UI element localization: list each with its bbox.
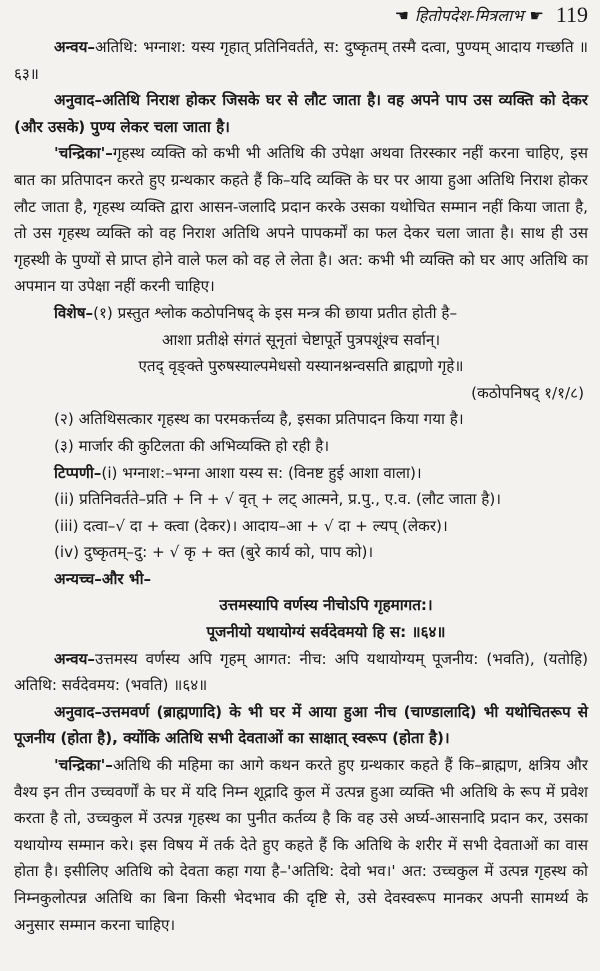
- vishesh-point-3: (३) मार्जार की कुटिलता की अभिव्यक्ति हो रही है।: [54, 436, 330, 455]
- pointing-hand-right-icon: ☛: [529, 5, 544, 25]
- vishesh-point-2: (२) अतिथिसत्कार गृहस्थ का परमकर्त्तव्य है, इसका प्रतिपादन किया गया है।: [54, 410, 464, 429]
- anuvad-label: अनुवाद–: [54, 91, 103, 110]
- anvaya-63: [14, 34, 588, 87]
- anvaya-text: अतिथि: भग्नाश: यस्य गृहात् प्रतिनिवर्तते, स: दुष्कृतम् तस्मै दत्वा, पुण्यम् आदाय गच्छति ॥६३॥: [14, 38, 588, 83]
- vishesh-text: (१) प्रस्तुत श्लोक कठोपनिषद् के इस मन्त्र की छाया प्रतीत होती है–: [93, 303, 458, 322]
- tippani-text: (i) भग्नाश:–भग्ना आशा यस्य स: (विनष्ट हुई आशा वाला)।: [101, 463, 422, 482]
- anvaya-text: उत्तमस्य वर्णस्य अपि गृहम् आगत: नीच: अपि यथायोग्यम् पूजनीय: (भवति), (यतोहि) अतिथि: सर्वदेवमय: (भवति) ॥६४॥: [14, 649, 588, 695]
- citation: (कठोपनिषद् १/१/८): [471, 383, 584, 402]
- katha-verse-line-2: एतद् वृङ्क्ते पुरुषस्याल्पमेधसो यस्यानश्नन्वसति ब्राह्मणो गृहे॥: [138, 357, 464, 376]
- anuvad-text: उत्तमवर्ण (ब्राह्मणादि) के भी घर में आया हुआ नीच (चाण्डालादि) भी यथोचितरूप से पूजनीय (होता है), क्योंकि अतिथि सभी देवताओं का साक्षात् स्वरूप (होता है)।: [14, 702, 588, 748]
- anuvad-64: [14, 699, 588, 752]
- tippani-item-2: (ii) प्रतिनिवर्तते–प्रति + नि + √ वृत् + लट् आत्मने, प्र.पु., ए.व. (लौट जाता है)।: [54, 490, 502, 509]
- anvaya-label: अन्वय–: [54, 38, 95, 56]
- chandrika-text: अतिथि की महिमा का आगे कथन करते हुए ग्रन्थकार कहते हैं कि–ब्राह्मण, क्षत्रिय और वैश्य इन तीन उच्चवर्णों के घर में यदि निम्न शूद्रादि कुल में उत्पन्न हुआ व्यक्ति भी अतिथि के रूप में प्रवेश करता है तो, उच्चकुल में उत्पन्न गृहस्थ का पुनीत कर्तव्य है कि वह उसे अर्घ्य-आसनादि प्रदान कर, उसका यथायोग्य सम्मान करे। इस विषय में तर्क देते हुए कहते हैं कि अतिथि के शरीर में सभी देवताओं का वास होता है। इसीलिए अतिथि को देवता कहा गया है–'अतिथि: देवो भव।' अत: उच्चकुल में उत्पन्न गृहस्थ को निम्नकुलोत्पन्न अतिथि का बिना किसी भेदभाव की दृष्टि से, उसे देवस्वरूप मानकर अपनी सामर्थ्य के अनुसार सम्मान करना चाहिए।: [14, 756, 588, 934]
- anuvad-63: [14, 87, 588, 140]
- page-body: [14, 34, 588, 938]
- tippani-item-4: (iv) दुष्कृतम्–दु: + √ कृ + क्त (बुरे कार्य को, पाप को)।: [54, 543, 374, 562]
- katha-verse-line-1: आशा प्रतीक्षे संगतं सूनृतां चेष्टापूर्ते पुत्रपशूंश्च सर्वान्।: [161, 330, 441, 349]
- verse-64-line-2: पूजनीयो यथायोग्यं सर्वदेवमयो हि स: ॥६४॥: [206, 623, 446, 642]
- vishesh-label: विशेष–: [54, 303, 94, 322]
- pointing-hand-left-icon: ☚: [394, 5, 409, 25]
- anuvad-label: अनुवाद–: [54, 702, 103, 721]
- anvaya-64: [14, 646, 588, 699]
- tippani-label: टिप्पणी–: [54, 463, 102, 482]
- chandrika-63: [14, 140, 588, 300]
- tippani-item-1: [14, 460, 588, 487]
- tippani-item-3: (iii) दत्वा–√ दा + क्त्वा (देकर)। आदाय–आ + √ दा + ल्यप् (लेकर)।: [54, 516, 448, 535]
- chandrika-label: 'चन्द्रिका'–: [54, 756, 113, 775]
- chandrika-64: [14, 752, 588, 938]
- anuvad-text: अतिथि निराश होकर जिसके घर से लौट जाता है। वह अपने पाप उस व्यक्ति को देकर (और उसके) पुण्य लेकर चला जाता है।: [14, 91, 588, 136]
- chandrika-text: गृहस्थ व्यक्ति को कभी भी अतिथि की उपेक्षा अथवा तिरस्कार नहीं करना चाहिए, इस बात का प्रतिपादन करते हुए ग्रन्थकार कहते हैं कि–यदि व्यक्ति के घर पर आया हुआ अतिथि निराश होकर लौट जाता है, गृहस्थ व्यक्ति द्वारा आसन-जलादि प्रदान करके उसका यथोचित सम्मान नहीं किया जाता है, तो उस गृहस्थ व्यक्ति को वह निराश अतिथि अपने पापकर्मों का फल देकर चला जाता है। साथ ही उस गृहस्थी के पुण्यों से प्राप्त होने वाले फल को वह ले लेता है। अत: कभी भी व्यक्ति को घर आए अतिथि का अपमान या उपेक्षा नहीं करनी चाहिए।: [14, 144, 588, 296]
- anyachcha-heading: अन्यच्च–और भी–: [54, 569, 152, 588]
- chandrika-label: 'चन्द्रिका'–: [54, 144, 113, 163]
- vishesh-point-1: [14, 300, 588, 327]
- page-number: 119: [555, 2, 588, 27]
- running-header: [395, 2, 588, 28]
- book-title: हितोपदेश-मित्रलाभ: [414, 6, 524, 25]
- anvaya-label: अन्वय–: [54, 649, 95, 668]
- verse-64-line-1: उत्तमस्यापि वर्णस्य नीचोऽपि गृहमागत:।: [219, 596, 433, 615]
